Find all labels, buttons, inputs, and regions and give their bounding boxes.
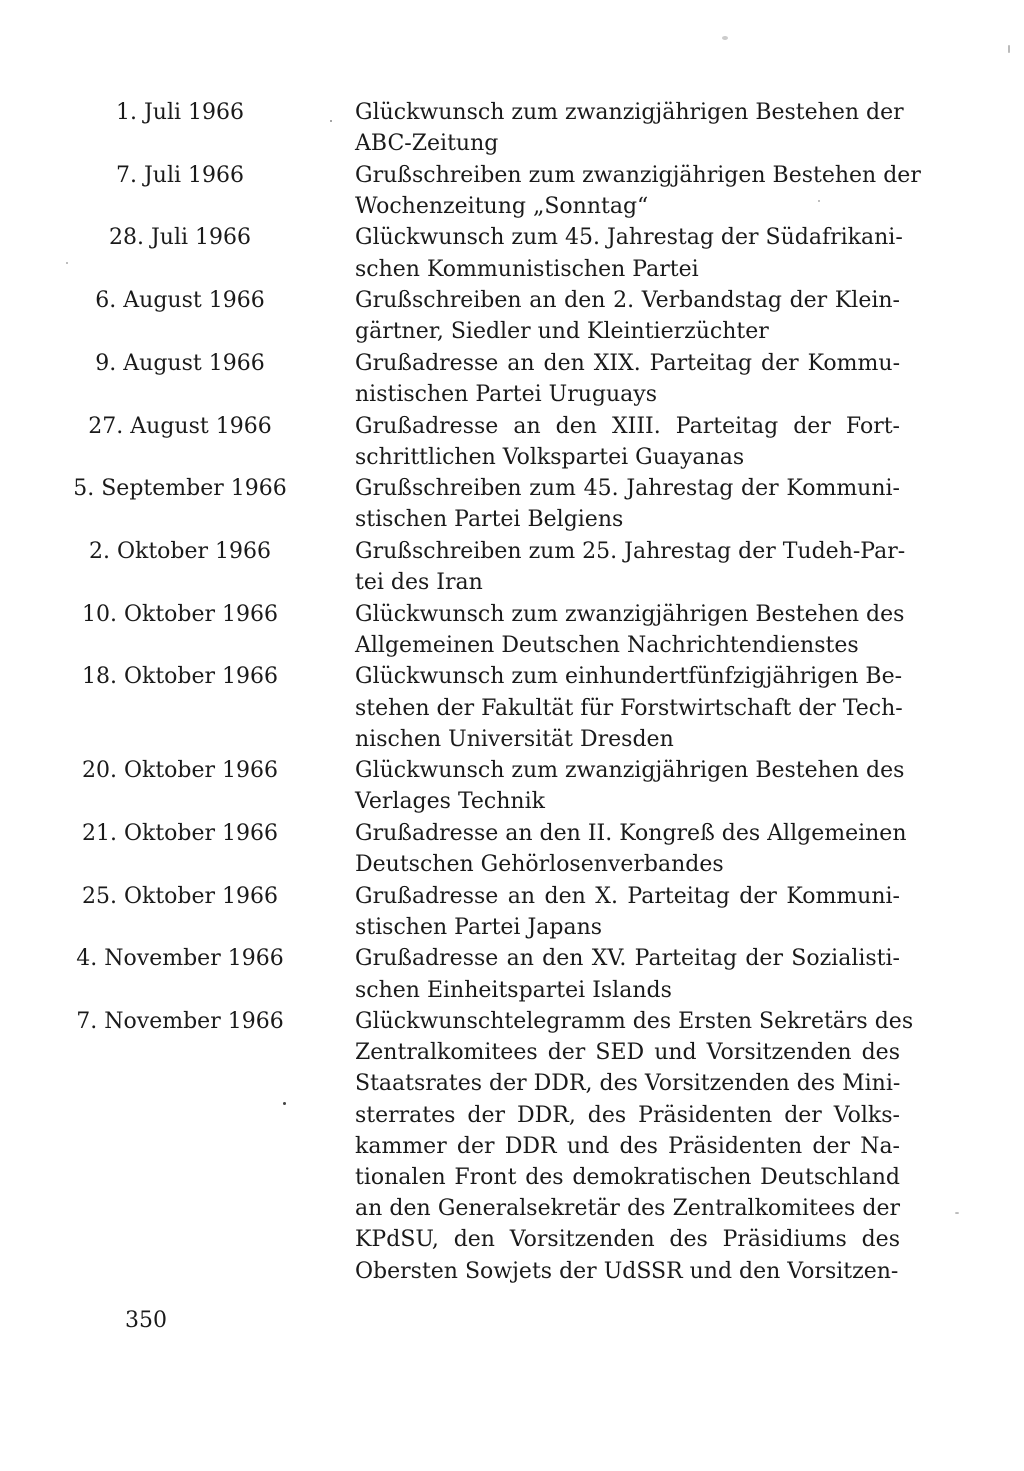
- scan-speck: [1008, 45, 1010, 53]
- entry-description-line: nischen Universität Dresden: [355, 726, 674, 752]
- chronology-entry: [0, 97, 1024, 159]
- entry-date: 18. Oktober 1966: [81, 664, 279, 690]
- entry-description-line: sterrates der DDR, des Präsidenten der Volks-: [355, 1102, 900, 1128]
- entry-description-line: KPdSU, den Vorsitzenden des Präsidiums des: [355, 1227, 900, 1253]
- entry-description: [355, 881, 900, 943]
- entry-description-line: tei des Iran: [355, 570, 483, 596]
- entry-description-line: an den Generalsekretär des Zentralkomitees der: [355, 1196, 900, 1222]
- page-number: 350: [125, 1308, 167, 1333]
- entry-description-line: Staatsrates der DDR, des Vorsitzenden des Mini-: [355, 1071, 901, 1097]
- entry-description-line: kammer der DDR und des Präsidenten der Na-: [355, 1133, 900, 1159]
- entry-description-line: schen Kommunistischen Partei: [355, 256, 699, 282]
- entry-description-line: Glückwunsch zum 45. Jahrestag der Südafrikani-: [355, 225, 903, 251]
- entry-description-line: Wochenzeitung „Sonntag“: [355, 193, 649, 219]
- entry-description: [355, 411, 900, 473]
- chronology-entry: [0, 755, 1024, 817]
- chronology-entry: [0, 661, 1024, 755]
- entry-description-line: Grußschreiben zum 25. Jahrestag der Tudeh-Par-: [355, 538, 906, 564]
- entry-description: [355, 1006, 914, 1287]
- entry-description: [355, 160, 921, 222]
- entry-description-line: schrittlichen Volkspartei Guayanas: [355, 444, 745, 470]
- chronology-entry: [0, 348, 1024, 410]
- entry-description-line: Glückwunschtelegramm des Ersten Sekretärs des: [355, 1009, 914, 1035]
- entry-description-line: Allgemeinen Deutschen Nachrichtendienstes: [355, 632, 859, 658]
- chronology-entry: [0, 160, 1024, 222]
- entry-description-line: Glückwunsch zum einhundertfünfzigjährigen Be-: [355, 664, 903, 690]
- chronology-entry: [0, 473, 1024, 535]
- chronology-entry: [0, 881, 1024, 943]
- entry-date: 7. Juli 1966: [115, 162, 245, 188]
- chronology-entry: [0, 599, 1024, 661]
- chronology-entry: [0, 818, 1024, 880]
- scan-speck: [330, 120, 332, 122]
- entry-date: 5. September 1966: [73, 476, 287, 502]
- entry-description-line: Obersten Sowjets der UdSSR und den Vorsitzen-: [355, 1258, 899, 1284]
- entry-description: [355, 285, 900, 347]
- entry-description-line: Grußschreiben zum 45. Jahrestag der Kommuni-: [355, 476, 900, 502]
- entry-date: 25. Oktober 1966: [81, 883, 279, 909]
- entry-date: 21. Oktober 1966: [81, 820, 279, 846]
- entry-description: [355, 348, 900, 410]
- entry-description-line: Grußadresse an den XIII. Parteitag der Fort-: [355, 413, 900, 439]
- entry-description: [355, 97, 904, 159]
- scan-speck: [818, 200, 820, 202]
- chronology-list: [0, 97, 1024, 1287]
- entry-description: [355, 473, 900, 535]
- entry-description: [355, 818, 907, 880]
- entry-date: 28. Juli 1966: [108, 225, 252, 251]
- chronology-entry: [0, 536, 1024, 598]
- chronology-entry: [0, 1006, 1024, 1287]
- entry-description: [355, 943, 900, 1005]
- entry-description: [355, 536, 906, 598]
- scan-speck: [722, 36, 728, 40]
- entry-description-line: stischen Partei Japans: [355, 914, 603, 940]
- entry-description: [355, 599, 905, 661]
- entry-date: 2. Oktober 1966: [88, 538, 272, 564]
- entry-description-line: Grußschreiben an den 2. Verbandstag der Klein-: [355, 288, 900, 314]
- entry-description-line: stischen Partei Belgiens: [355, 507, 624, 533]
- entry-description-line: ABC-Zeitung: [355, 131, 499, 157]
- entry-description-line: nistischen Partei Uruguays: [355, 382, 657, 408]
- entry-description-line: gärtner, Siedler und Kleintierzüchter: [355, 319, 769, 345]
- scan-speck: [955, 1212, 959, 1214]
- entry-description: [355, 222, 903, 284]
- entry-description-line: Grußschreiben zum zwanzigjährigen Bestehen der: [355, 162, 921, 188]
- entry-description-line: schen Einheitspartei Islands: [355, 977, 672, 1003]
- entry-description-line: Glückwunsch zum zwanzigjährigen Bestehen des: [355, 758, 905, 784]
- entry-date: 27. August 1966: [88, 413, 272, 439]
- chronology-entry: [0, 943, 1024, 1005]
- entry-date: 7. November 1966: [76, 1009, 284, 1035]
- entry-description: [355, 661, 903, 755]
- entry-date: 20. Oktober 1966: [81, 758, 279, 784]
- chronology-entry: [0, 222, 1024, 284]
- entry-description: [355, 755, 905, 817]
- entry-description-line: Glückwunsch zum zwanzigjährigen Bestehen des: [355, 601, 905, 627]
- scan-speck: [283, 1102, 286, 1105]
- entry-description-line: Glückwunsch zum zwanzigjährigen Bestehen der: [355, 100, 904, 125]
- entry-date: 4. November 1966: [76, 946, 284, 972]
- entry-date: 10. Oktober 1966: [81, 601, 279, 627]
- entry-description-line: Deutschen Gehörlosenverbandes: [355, 852, 724, 878]
- chronology-entry: [0, 285, 1024, 347]
- entry-description-line: stehen der Fakultät für Forstwirtschaft der Tech-: [355, 695, 903, 721]
- entry-date: 6. August 1966: [95, 288, 265, 314]
- entry-description-line: Grußadresse an den XV. Parteitag der Sozialisti-: [355, 946, 900, 972]
- entry-description-line: Zentralkomitees der SED und Vorsitzenden des: [355, 1040, 900, 1066]
- entry-description-line: Grußadresse an den II. Kongreß des Allgemeinen: [355, 820, 907, 846]
- entry-description-line: tionalen Front des demokratischen Deutschland: [355, 1165, 900, 1191]
- scan-speck: [66, 262, 68, 264]
- chronology-entry: [0, 411, 1024, 473]
- entry-date: 9. August 1966: [95, 350, 265, 376]
- entry-description-line: Verlages Technik: [355, 789, 545, 815]
- entry-description-line: Grußadresse an den X. Parteitag der Kommuni-: [355, 883, 900, 909]
- entry-description-line: Grußadresse an den XIX. Parteitag der Kommu-: [355, 350, 900, 376]
- entry-date: 1. Juli 1966: [115, 100, 245, 125]
